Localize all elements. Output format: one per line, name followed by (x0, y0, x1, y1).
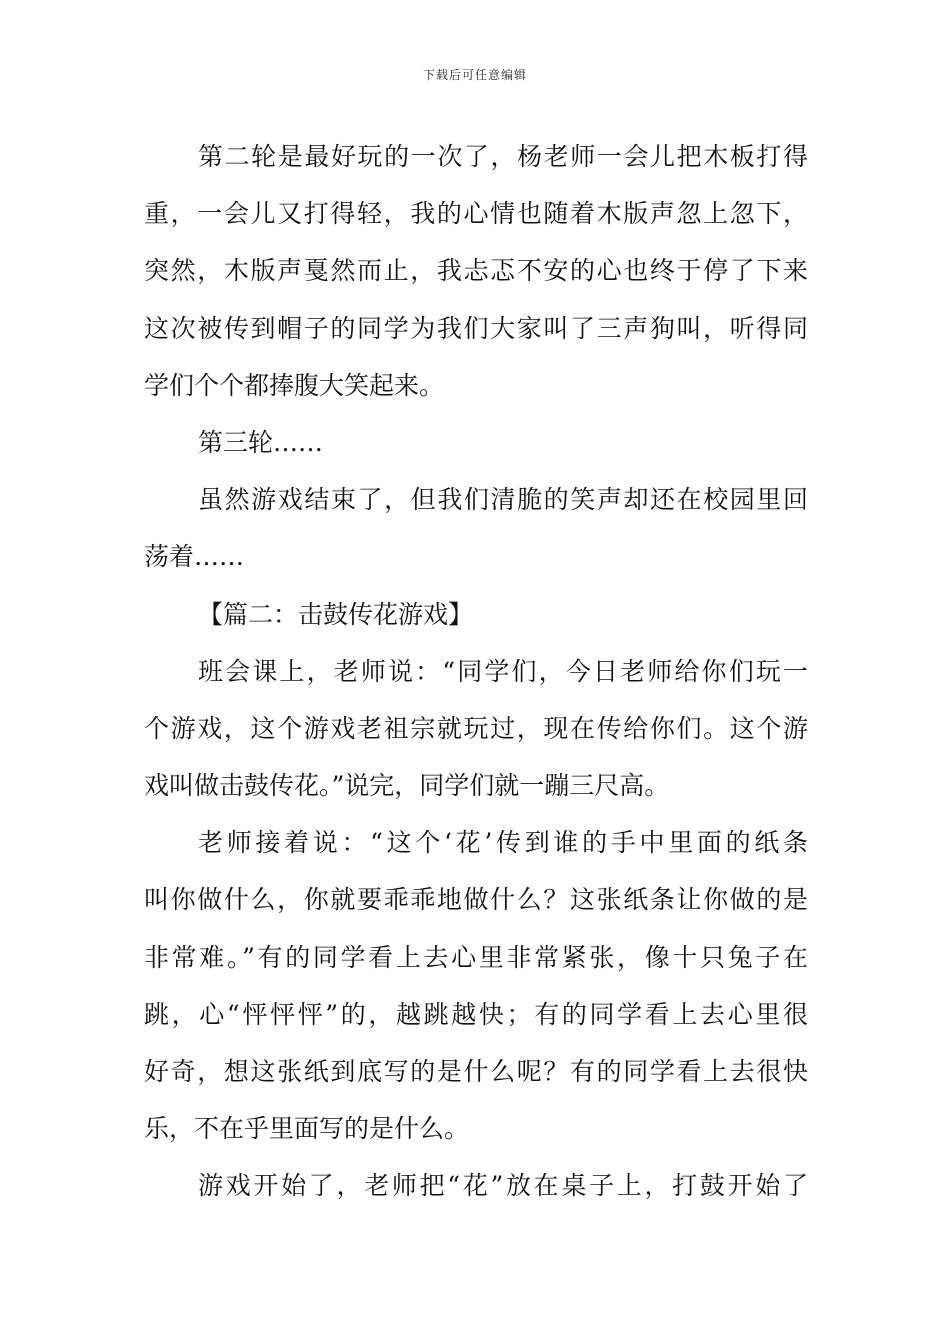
text-line: 个游戏，这个游戏老祖宗就玩过，现在传给你们。这个游 (144, 713, 808, 743)
text-line: 非常难。”有的同学看上去心里非常紧张，像十只兔子在 (144, 942, 808, 972)
text-line: 这次被传到帽子的同学为我们大家叫了三声狗叫，听得同 (144, 313, 808, 343)
text-line: 重，一会儿又打得轻，我的心情也随着木版声忽上忽下， (144, 199, 808, 229)
text-line: 学们个个都捧腹大笑起来。 (144, 370, 445, 400)
text-line: 第二轮是最好玩的一次了，杨老师一会儿把木板打得 (198, 142, 808, 171)
text-line: 游戏开始了，老师把“花”放在桌子上，打鼓开始了 (198, 1171, 808, 1201)
text-line: 第三轮…… (198, 427, 324, 457)
text-line: 突然，木版声戛然而止，我忐忑不安的心也终于停了下来 (144, 256, 808, 286)
text-line: 叫你做什么，你就要乖乖地做什么？这张纸条让你做的是 (144, 885, 808, 915)
text-line: 荡着…… (144, 542, 245, 572)
text-line: 跳，心“怦怦怦”的，越跳越快；有的同学看上去心里很 (144, 999, 808, 1029)
text-line: 戏叫做击鼓传花。”说完，同学们就一蹦三尺高。 (144, 771, 670, 801)
text-line: 好奇，想这张纸到底写的是什么呢？有的同学看上去很快 (144, 1057, 808, 1086)
text-line: 老师接着说：“这个‘花’传到谁的手中里面的纸条 (198, 828, 808, 858)
text-line: 【篇二：击鼓传花游戏】 (198, 599, 474, 629)
page-header: 下载后可任意编辑 (422, 68, 527, 82)
document-body (144, 128, 808, 1215)
text-line: 乐，不在乎里面写的是什么。 (144, 1114, 470, 1144)
text-line: 班会课上，老师说：“同学们，今日老师给你们玩一 (198, 656, 808, 686)
text-line: 虽然游戏结束了，但我们清脆的笑声却还在校园里回 (198, 485, 808, 515)
